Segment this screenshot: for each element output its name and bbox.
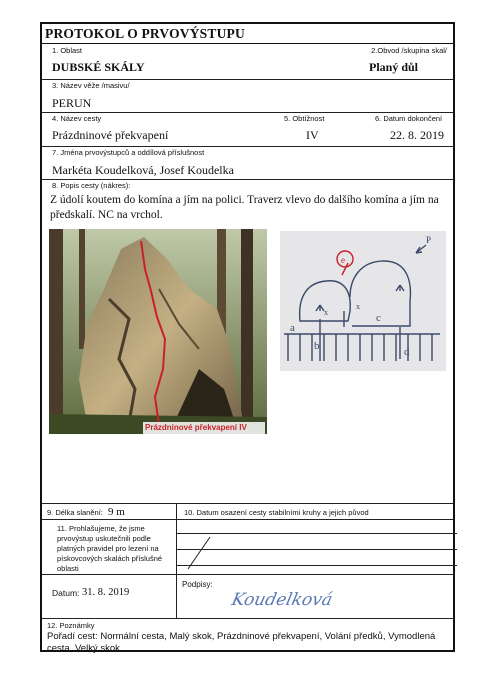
poznamky-label: 12. Poznámky	[47, 621, 95, 630]
obtiznost-value: IV	[306, 128, 319, 142]
obtiznost-label: 5. Obtížnost	[284, 114, 325, 123]
protocol-form	[40, 22, 455, 652]
divider	[42, 79, 453, 80]
divider	[42, 618, 453, 619]
sketch-letter: b	[314, 340, 320, 352]
divider	[42, 574, 453, 575]
divider	[42, 112, 453, 113]
divider	[42, 503, 453, 504]
popis-label: 8. Popis cesty (nákres):	[52, 181, 131, 190]
datum2-label: Datum:	[52, 588, 80, 598]
sketch-letter: x	[324, 308, 328, 317]
popis-value: Z údolí koutem do komína a jím na polici. Traverz vlevo do dalšího komína a jím na předskalí. NC na vrchol.	[50, 194, 439, 221]
divider	[42, 146, 453, 147]
oblast-label: 1. Oblast	[52, 46, 83, 55]
datum-value: 22. 8. 2019	[390, 128, 444, 142]
prohlaseni-text: 11. Prohlašujeme, že jsme prvovýstup uskutečnili podle platných pravidel pro lezení na pískovcových skalách příslušné oblasti	[57, 524, 163, 573]
signature: Koudelková	[229, 590, 335, 610]
obvod-value: Planý důl	[369, 60, 419, 74]
sketch-letter: x	[356, 302, 360, 311]
divider	[42, 179, 453, 180]
sketch-letter: c	[376, 312, 381, 324]
datum2-value: 31. 8. 2019	[82, 587, 130, 598]
rock-photo-illustration	[49, 229, 267, 434]
vez-label: 3. Název věže /masivu/	[52, 81, 130, 90]
jmena-label: 7. Jména prvovýstupců a oddílová příslušnost	[52, 148, 205, 157]
osazeni-label: 10. Datum osazení cesty stabilními kruhy a jejich původ	[184, 508, 369, 517]
cesta-value: Prázdninové překvapení	[52, 128, 169, 142]
photo-caption: Prázdninové překvapení IV	[145, 423, 247, 432]
cesta-label: 4. Název cesty	[52, 114, 102, 123]
form-title: PROTOKOL O PRVOVÝSTUPU	[42, 24, 453, 44]
obvod-label: 2.Obvod /skupina skal/	[371, 46, 447, 55]
vez-value: PERUN	[52, 96, 92, 110]
sketch-letter: e	[341, 255, 345, 265]
route-photo	[49, 229, 267, 434]
oblast-value: DUBSKÉ SKÁLY	[52, 60, 145, 74]
podpisy-label: Podpisy:	[182, 580, 213, 589]
jmena-value: Markéta Koudelková, Josef Koudelka	[52, 163, 234, 177]
poznamky-value: Pořadí cest: Normální cesta, Malý skok, Prázdninové překvapení, Volání předků, Vymodlená cesta, Velký skok	[47, 631, 436, 654]
slaneni-label: 9. Délka slanění:	[47, 508, 103, 517]
strike-line	[176, 519, 457, 574]
sketch-letter: P	[426, 235, 432, 245]
datum-label: 6. Datum dokončení	[375, 114, 443, 123]
route-sketch	[280, 231, 446, 371]
sketch-letter: d	[404, 346, 410, 358]
sketch-letter: a	[290, 322, 295, 334]
slaneni-value: 9 m	[108, 506, 125, 518]
